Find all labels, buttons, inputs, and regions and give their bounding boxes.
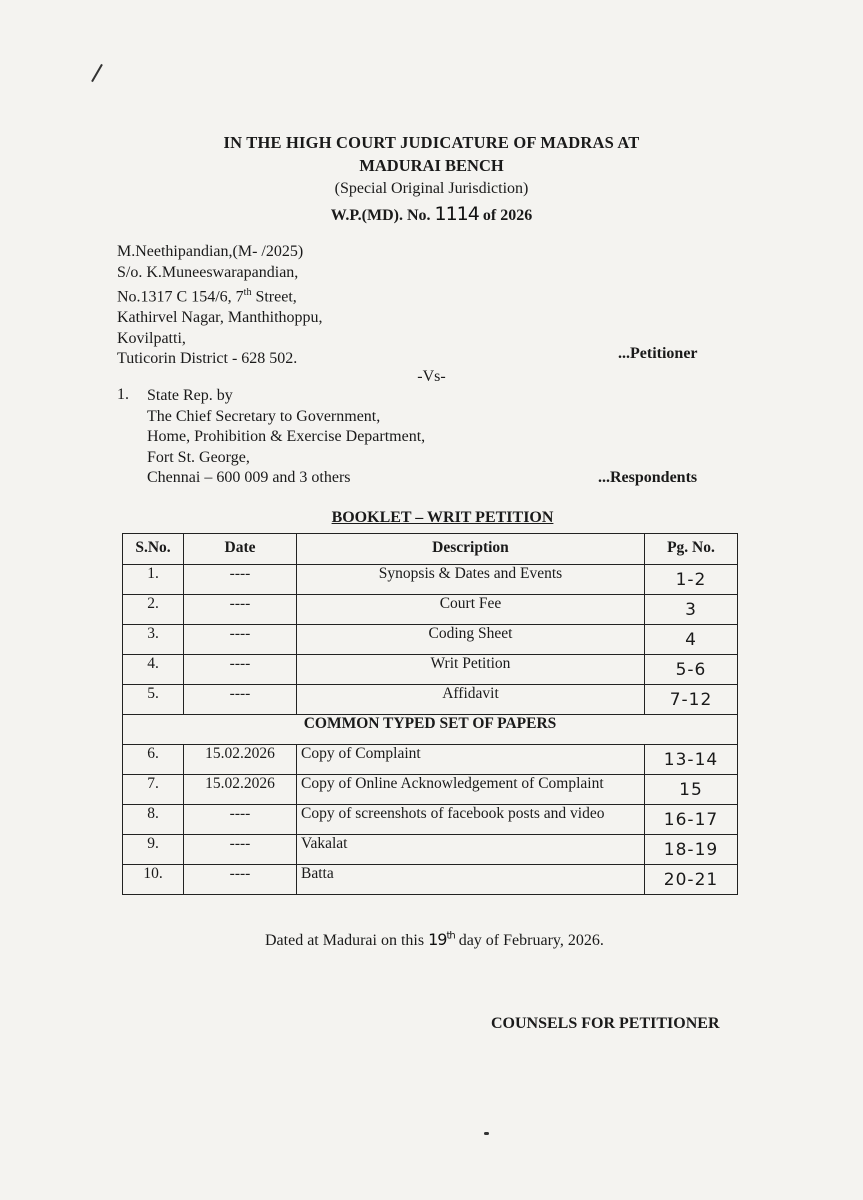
cell-sno: 10. — [123, 865, 184, 895]
cell-description: Copy of Online Acknowledgement of Complaint — [297, 775, 645, 805]
cell-description: Court Fee — [297, 595, 645, 625]
table-row — [123, 565, 738, 595]
cell-date: ---- — [184, 655, 297, 685]
page-number-handwritten: 15 — [679, 780, 703, 800]
cell-page-no — [645, 565, 738, 595]
respondent-role-label: ...Respondents — [598, 469, 698, 486]
index-table — [122, 533, 738, 895]
case-prefix: W.P.(MD). No. — [330, 207, 431, 224]
cell-page-no — [645, 625, 738, 655]
section-title: COMMON TYPED SET OF PAPERS — [123, 715, 738, 745]
cell-page-no — [645, 775, 738, 805]
cell-description: Synopsis & Dates and Events — [297, 565, 645, 595]
cell-description: Coding Sheet — [297, 625, 645, 655]
cell-date: ---- — [184, 805, 297, 835]
cell-date: ---- — [184, 685, 297, 715]
page-number-handwritten: 4 — [685, 630, 697, 650]
respondent-address — [147, 386, 425, 489]
page-number-handwritten: 1-2 — [675, 570, 707, 590]
cell-description: Copy of screenshots of facebook posts and video — [297, 805, 645, 835]
cell-sno: 5. — [123, 685, 184, 715]
petitioner-address — [117, 242, 323, 370]
section-row — [123, 715, 738, 745]
cell-date: ---- — [184, 865, 297, 895]
versus-label: -Vs- — [417, 368, 446, 385]
court-title-line2: MADURAI BENCH — [359, 156, 504, 175]
day-suffix: th — [446, 930, 455, 942]
cell-sno: 1. — [123, 565, 184, 595]
pen-dot-mark — [484, 1132, 489, 1135]
cell-page-no — [645, 805, 738, 835]
cell-description: Vakalat — [297, 835, 645, 865]
page-number-handwritten: 5-6 — [675, 660, 707, 680]
cell-date: 15.02.2026 — [184, 775, 297, 805]
case-suffix: of 2026 — [482, 207, 533, 224]
respondent-line: Home, Prohibition & Exercise Department, — [147, 428, 426, 446]
cell-description: Affidavit — [297, 685, 645, 715]
cell-sno: 7. — [123, 775, 184, 805]
header-date: Date — [184, 534, 297, 565]
page-number-handwritten: 3 — [685, 600, 697, 620]
cell-sno: 2. — [123, 595, 184, 625]
cell-sno: 3. — [123, 625, 184, 655]
header-description: Description — [297, 534, 645, 565]
table-row — [123, 805, 738, 835]
table-header-row — [123, 534, 738, 565]
respondent-number: 1. — [117, 386, 129, 403]
petitioner-area: Kathirvel Nagar, Manthithoppu, — [117, 309, 323, 327]
booklet-title: BOOKLET – WRIT PETITION — [331, 509, 554, 526]
case-number-line — [0, 203, 863, 225]
cell-page-no — [645, 745, 738, 775]
table-row — [123, 775, 738, 805]
cell-date: 15.02.2026 — [184, 745, 297, 775]
dated-prefix: Dated at Madurai on this — [265, 932, 429, 949]
petitioner-name: M.Neethipandian,(M- /2025) — [117, 243, 304, 260]
petitioner-street: No.1317 C 154/6, 7th Street, — [117, 287, 297, 306]
cell-sno: 6. — [123, 745, 184, 775]
header-sno: S.No. — [123, 534, 184, 565]
cell-date: ---- — [184, 835, 297, 865]
page-number-handwritten: 7-12 — [669, 690, 713, 710]
cell-page-no — [645, 655, 738, 685]
day-handwritten: 19 — [428, 930, 447, 949]
petitioner-parent: S/o. K.Muneeswarapandian, — [117, 263, 299, 281]
page-number-handwritten: 13-14 — [663, 750, 719, 770]
table-row — [123, 865, 738, 895]
respondent-line: State Rep. by — [147, 387, 233, 404]
petitioner-role-label: ...Petitioner — [618, 345, 698, 362]
respondent-line: The Chief Secretary to Government, — [147, 407, 381, 425]
cell-description: Copy of Complaint — [297, 745, 645, 775]
header-page-no: Pg. No. — [645, 534, 738, 565]
table-row — [123, 835, 738, 865]
cell-sno: 4. — [123, 655, 184, 685]
petitioner-town: Kovilpatti, — [117, 329, 186, 347]
cell-date: ---- — [184, 595, 297, 625]
page-number-handwritten: 16-17 — [663, 810, 719, 830]
cell-sno: 9. — [123, 835, 184, 865]
cell-description: Writ Petition — [297, 655, 645, 685]
jurisdiction-line: (Special Original Jurisdiction) — [334, 180, 529, 197]
page-number-handwritten: 18-19 — [663, 840, 719, 860]
cell-description: Batta — [297, 865, 645, 895]
table-row — [123, 595, 738, 625]
table-row — [123, 685, 738, 715]
case-number-handwritten: 1114 — [434, 203, 479, 225]
cell-page-no — [645, 835, 738, 865]
cell-date: ---- — [184, 625, 297, 655]
table-row — [123, 655, 738, 685]
cell-page-no — [645, 595, 738, 625]
court-title-line1: IN THE HIGH COURT JUDICATURE OF MADRAS AT — [223, 133, 640, 152]
respondent-line: Fort St. George, — [147, 448, 250, 466]
cell-date: ---- — [184, 565, 297, 595]
pen-stroke-mark — [91, 64, 103, 82]
cell-sno: 8. — [123, 805, 184, 835]
dated-suffix: day of February, 2026. — [454, 932, 604, 949]
table-row — [123, 625, 738, 655]
dated-line — [265, 930, 604, 950]
petitioner-district: Tuticorin District - 628 502. — [117, 350, 298, 368]
table-row — [123, 745, 738, 775]
page-number-handwritten: 20-21 — [663, 870, 719, 890]
counsel-signature-label: COUNSELS FOR PETITIONER — [491, 1015, 720, 1032]
cell-page-no — [645, 685, 738, 715]
respondent-line: Chennai – 600 009 and 3 others — [147, 469, 351, 487]
cell-page-no — [645, 865, 738, 895]
